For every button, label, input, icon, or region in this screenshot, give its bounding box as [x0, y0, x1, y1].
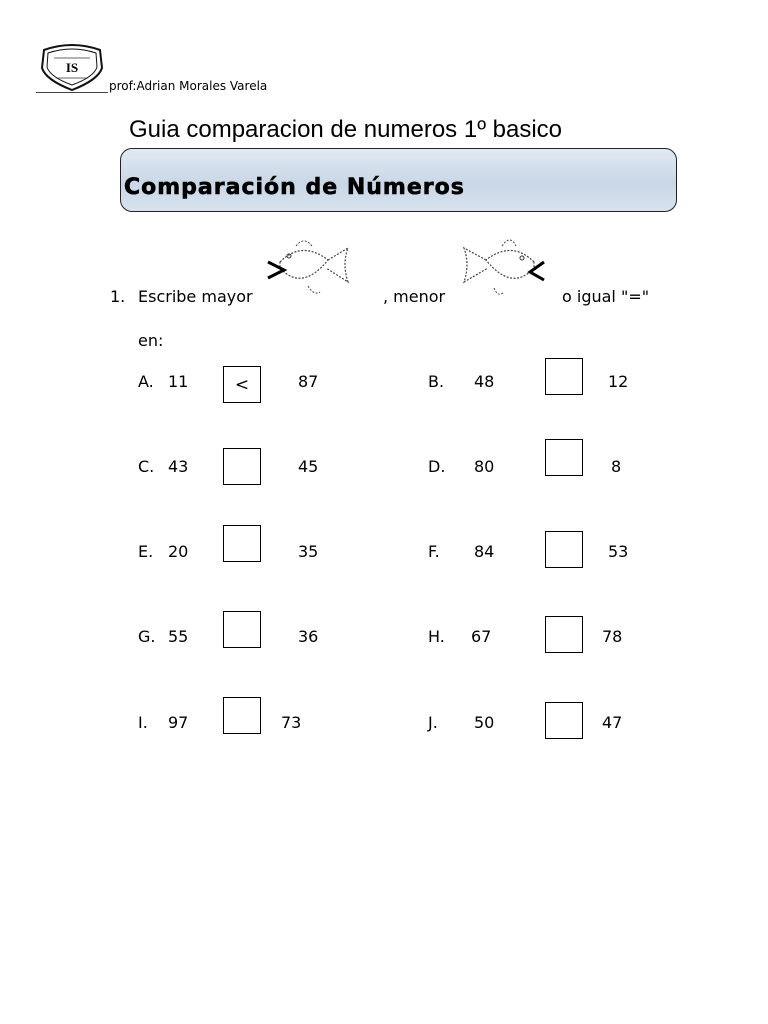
exercise-left-number: 20: [168, 542, 189, 561]
answer-box[interactable]: [223, 611, 261, 648]
exercise-left-number: 43: [168, 457, 189, 476]
page-title: Guia comparacion de numeros 1º basico: [129, 116, 562, 143]
exercise-right-number: 87: [298, 372, 319, 391]
answer-box[interactable]: [545, 531, 583, 568]
instruction-line2: en:: [138, 331, 164, 350]
header-divider: [36, 92, 108, 93]
fish-greater-than-icon: [262, 232, 358, 304]
exercise-letter: I.: [138, 713, 148, 732]
exercise-right-number: 47: [602, 713, 623, 732]
svg-text:IS: IS: [65, 60, 79, 75]
banner-title: Comparación de Números: [124, 175, 465, 200]
exercise-right-number: 12: [608, 372, 629, 391]
exercise-left-number: 48: [474, 372, 495, 391]
exercise-letter: J.: [428, 713, 438, 732]
answer-box[interactable]: [223, 697, 261, 734]
answer-box[interactable]: [545, 616, 583, 653]
exercise-letter: C.: [138, 457, 155, 476]
exercise-right-number: 36: [298, 627, 319, 646]
answer-box[interactable]: [223, 525, 261, 562]
exercise-left-number: 67: [471, 627, 492, 646]
exercise-right-number: 73: [281, 713, 302, 732]
instruction-equal: o igual "=": [562, 287, 650, 306]
exercise-right-number: 8: [611, 457, 622, 476]
instruction-greater: Escribe mayor: [138, 287, 253, 306]
exercise-right-number: 53: [608, 542, 629, 561]
exercise-left-number: 50: [474, 713, 495, 732]
exercise-right-number: 45: [298, 457, 319, 476]
exercise-letter: G.: [138, 627, 156, 646]
exercise-letter: E.: [138, 542, 154, 561]
answer-box[interactable]: [545, 358, 583, 395]
exercise-letter: B.: [428, 372, 445, 391]
exercise-left-number: 11: [168, 372, 189, 391]
answer-box[interactable]: [223, 448, 261, 485]
school-crest-logo: [38, 42, 106, 92]
instruction-number: 1.: [110, 287, 126, 306]
exercise-letter: A.: [138, 372, 154, 391]
answer-box[interactable]: <: [223, 366, 261, 403]
answer-box[interactable]: [545, 702, 583, 739]
exercise-letter: D.: [428, 457, 446, 476]
exercise-right-number: 78: [602, 627, 623, 646]
instruction-less: , menor: [383, 287, 446, 306]
exercise-left-number: 55: [168, 627, 189, 646]
exercise-left-number: 80: [474, 457, 495, 476]
exercise-letter: F.: [428, 542, 440, 561]
fish-less-than-icon: [458, 232, 550, 304]
exercise-left-number: 84: [474, 542, 495, 561]
teacher-name: prof:Adrian Morales Varela: [109, 79, 268, 93]
exercise-letter: H.: [428, 627, 445, 646]
answer-box[interactable]: [545, 439, 583, 476]
exercise-left-number: 97: [168, 713, 189, 732]
exercise-right-number: 35: [298, 542, 319, 561]
